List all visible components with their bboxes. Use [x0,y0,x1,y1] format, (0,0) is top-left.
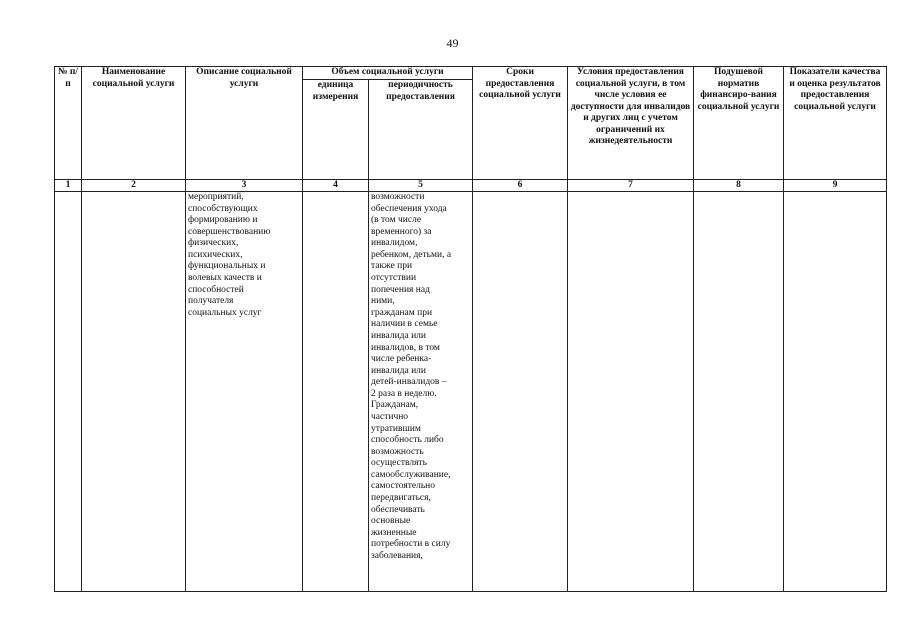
text-line: волевых качеств и [188,273,262,284]
text-line: совершенствованию [188,226,271,237]
text-line: детей-инвалидов – [371,377,447,388]
cell-conditions [568,192,694,592]
header-service-volume: Объем социальной услуги [303,67,473,80]
header-frequency: периодичность предоставления [369,80,473,180]
column-number: 6 [473,180,568,192]
header-quality-indicators: Показатели качества и оценка результатов предоставления социальной услуги [784,67,887,180]
header-service-description: Описание социальной услуги [186,67,303,180]
text-line: способностей [188,284,244,295]
text-line: ними, [371,296,395,307]
cell-unit [303,192,369,592]
text-line: способность либо [371,435,444,446]
column-number: 4 [303,180,369,192]
text-line: частично [371,411,409,422]
text-line: инвалидов, в том [371,342,440,353]
text-line: числе ребенка- [371,354,432,365]
text-line: временного) за [371,226,432,237]
header-per-capita-norm: Подушевой норматив финансиро-вания социальной услуги [694,67,784,180]
text-line: заболевания, [371,550,423,561]
column-number: 9 [784,180,887,192]
text-line: также при [371,261,413,272]
text-line: 2 раза в неделю. [371,388,437,399]
text-line: физических, [188,238,239,249]
column-number: 8 [694,180,784,192]
text-line: инвалидом, [371,238,418,249]
frequency-text [371,192,470,563]
column-number: 5 [369,180,473,192]
cell-terms [473,192,568,592]
text-line: отсутствии [371,273,417,284]
text-line: попечения над [371,284,430,295]
cell-norm [694,192,784,592]
text-line: гражданам при [371,307,433,318]
text-line: Гражданам, [371,400,419,411]
text-line: социальных услуг [188,307,262,318]
header-service-conditions: Условия предоставления социальной услуги, в том числе условия ее доступности для инвалидов и других лиц с учетом ограничений их жизнедеятельности [568,67,694,180]
text-line: способствующих [188,203,258,214]
text-line: обеспечивать [371,504,425,515]
text-line: формированию и [188,215,258,226]
header-service-terms: Сроки предоставления социальной услуги [473,67,568,180]
table-row [55,192,887,592]
text-line: утратившим [371,423,421,434]
text-line: возможность [371,446,424,457]
text-line: потребности в силу [371,539,451,550]
text-line: (в том числе [371,215,422,226]
text-line: инвалида или [371,330,426,341]
text-line: психических, [188,249,243,260]
column-number: 1 [55,180,82,192]
social-services-table [54,66,887,592]
cell-frequency [369,192,473,592]
text-line: функциональных и [188,261,266,272]
text-line: получателя [188,296,234,307]
header-service-name: Наименование социальной услуги [82,67,186,180]
column-number: 2 [82,180,186,192]
header-unit: единица измерения [303,80,369,180]
page-number: 49 [446,36,459,50]
text-line: ребенком, детьми, а [371,249,452,260]
cell-quality [784,192,887,592]
text-line: возможности [371,192,425,202]
text-line: самообслуживание, [371,469,451,480]
text-line: самостоятельно [371,481,436,492]
text-line: мероприятий, [188,192,244,202]
text-line: основные [371,516,411,527]
text-line: осуществлять [371,458,427,469]
text-line: инвалида или [371,365,426,376]
cell-number [55,192,82,592]
text-line: передвигаться, [371,493,431,504]
cell-service-name [82,192,186,592]
text-line: жизненные [371,527,417,538]
column-number: 3 [186,180,303,192]
header-number: № п/п [55,67,82,180]
column-number: 7 [568,180,694,192]
service-description-text [188,192,300,319]
text-line: наличии в семье [371,319,438,330]
cell-service-description [186,192,303,592]
text-line: обеспечения ухода [371,203,447,214]
